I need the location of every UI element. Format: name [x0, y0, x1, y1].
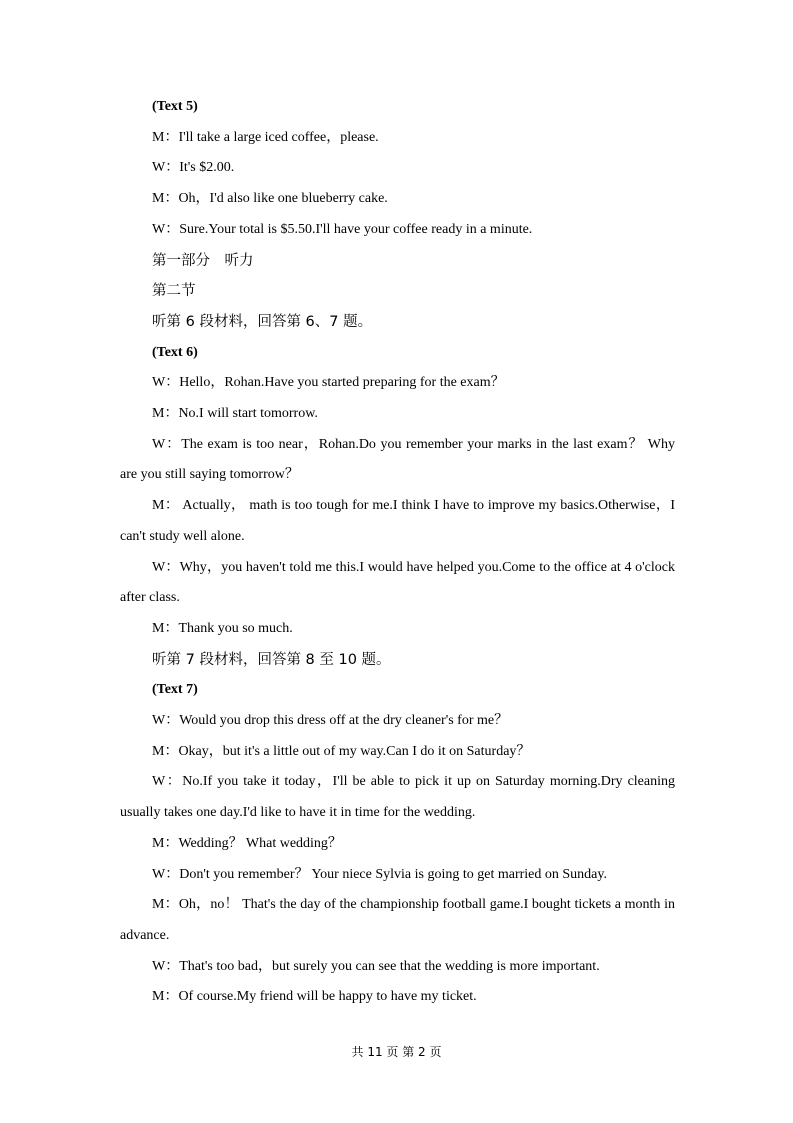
instruction-text: 听第 6 段材料，回答第 6、7 题。: [152, 313, 373, 330]
subsection-heading: 第二节: [152, 283, 196, 300]
section-heading: 第一部分 听力: [152, 252, 254, 269]
document-body: [120, 92, 675, 1013]
dialogue-line: W：Sure.Your total is $5.50.I'll have your coffee ready in a minute.: [152, 221, 533, 237]
dialogue-line: W：Hello，Rohan.Have you started preparing for the exam？: [152, 375, 505, 391]
text-6-heading: (Text 6): [152, 344, 198, 360]
dialogue-line: M：Okay，but it's a little out of my way.Can I do it on Saturday？: [152, 743, 531, 759]
dialogue-line: M：Oh，no！ That's the day of the championship football game.I bought tickets a month in advance.: [120, 897, 675, 943]
dialogue-line: M：No.I will start tomorrow.: [152, 406, 318, 422]
dialogue-line: M：Oh，I'd also like one blueberry cake.: [152, 191, 388, 207]
dialogue-line: M：Of course.My friend will be happy to have my ticket.: [152, 989, 477, 1005]
dialogue-line: W：The exam is too near，Rohan.Do you remember your marks in the last exam？ Why are you still saying tomorrow？: [120, 436, 675, 483]
dialogue-line: M： Actually， math is too tough for me.I think I have to improve my basics.Otherwise，I can't study well alone.: [120, 498, 675, 544]
text-5-heading: (Text 5): [152, 99, 198, 114]
text-7-heading: (Text 7): [152, 682, 198, 698]
dialogue-line: W：No.If you take it today，I'll be able to pick it up on Saturday morning.Dry cleaning usually takes one day.I'd like to have it in time for the wedding.: [120, 774, 675, 821]
dialogue-line: W：Don't you remember？ Your niece Sylvia is going to get married on Sunday.: [152, 866, 607, 882]
dialogue-line: M：Wedding？ What wedding？: [152, 835, 342, 851]
instruction-text: 听第 7 段材料，回答第 8 至 10 题。: [152, 651, 391, 668]
dialogue-line: W：That's too bad，but surely you can see that the wedding is more important.: [152, 958, 600, 974]
dialogue-line: M：Thank you so much.: [152, 620, 293, 636]
dialogue-line: W：It's $2.00.: [152, 160, 235, 176]
page-footer: 共 11 页 第 2 页: [351, 1045, 442, 1059]
dialogue-line: W：Would you drop this dress off at the dry cleaner's for me？: [152, 713, 509, 729]
dialogue-line: W：Why，you haven't told me this.I would have helped you.Come to the office at 4 o'clock after class.: [120, 559, 675, 606]
dialogue-line: M：I'll take a large iced coffee，please.: [152, 129, 379, 145]
